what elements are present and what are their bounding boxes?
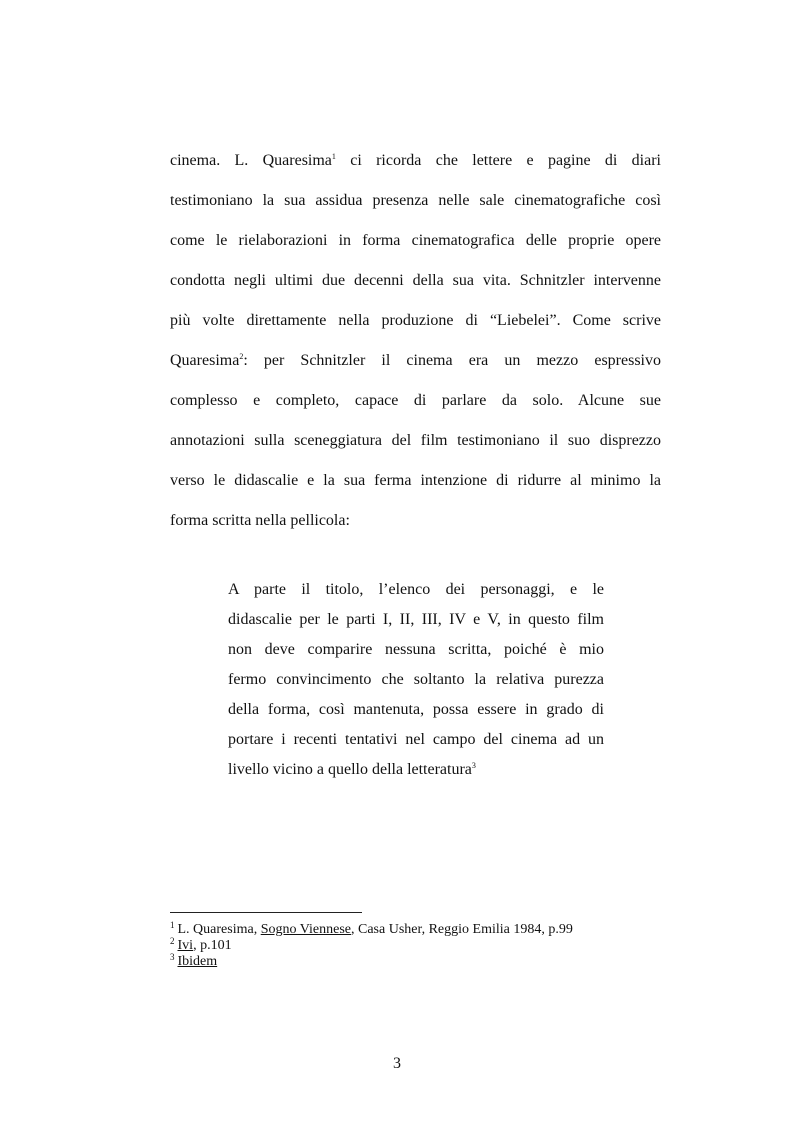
body-line: come le rielaborazioni in forma cinematografica delle proprie opere	[170, 232, 661, 249]
footnote-title: Ivi	[177, 938, 194, 953]
page-number: 3	[393, 1055, 401, 1072]
footnote-number: 1	[170, 920, 175, 930]
body-line: complesso e completo, capace di parlare da solo. Alcune sue	[170, 392, 661, 409]
quote-line: fermo convincimento che soltanto la relativa purezza	[228, 671, 604, 688]
footnote-title: Sogno Viennese	[260, 922, 351, 937]
quote-line: non deve comparire nessuna scritta, poiché è mio	[228, 641, 604, 658]
body-line: verso le didascalie e la sua ferma intenzione di ridurre al minimo la	[170, 472, 661, 489]
footnote-title: Ibidem	[177, 954, 218, 969]
body-line: condotta negli ultimi due decenni della sua vita. Schnitzler intervenne	[170, 272, 661, 289]
quote-line: della forma, così mantenuta, possa essere in grado di	[228, 701, 604, 718]
footnote-number: 2	[170, 936, 175, 946]
body-line: Quaresima$^2$: per Schnitzler il cinema era un mezzo espressivo	[170, 352, 661, 369]
footnote-ref-2[interactable]: 2	[239, 352, 244, 361]
footnote-number: 3	[170, 952, 175, 962]
footnote-separator	[170, 912, 362, 913]
block-quote	[228, 575, 604, 785]
quote-line: portare i recenti tentativi nel campo del cinema ad un	[228, 731, 604, 748]
quote-line: A parte il titolo, l’elenco dei personaggi, e le	[228, 581, 604, 598]
footnote-ref-3[interactable]: 3	[471, 761, 476, 770]
body-paragraph	[170, 141, 661, 541]
footnotes	[170, 922, 670, 970]
quote-line: didascalie per le parti I, II, III, IV e V, in questo film	[228, 611, 604, 628]
body-line: più volte direttamente nella produzione di “Liebelei”. Come scrive	[170, 312, 661, 329]
body-line: forma scritta nella pellicola:	[170, 512, 350, 529]
body-line: cinema. L. Quaresima$^1$ ci ricorda che lettere e pagine di diari	[170, 152, 661, 169]
footnote-1: $^1$ L. Quaresima, Sogno Viennese, Casa Usher, Reggio Emilia 1984, p.99	[170, 920, 573, 937]
quote-line: livello vicino a quello della letteratura$^3$	[228, 761, 476, 778]
footnote-2: $^2$ Ivi, p.101	[170, 936, 232, 953]
footnote-ref-1[interactable]: 1	[331, 152, 336, 161]
footnote-3	[170, 954, 670, 970]
body-line: annotazioni sulla sceneggiatura del film testimoniano il suo disprezzo	[170, 432, 661, 449]
body-line: testimoniano la sua assidua presenza nelle sale cinematografiche così	[170, 192, 661, 209]
